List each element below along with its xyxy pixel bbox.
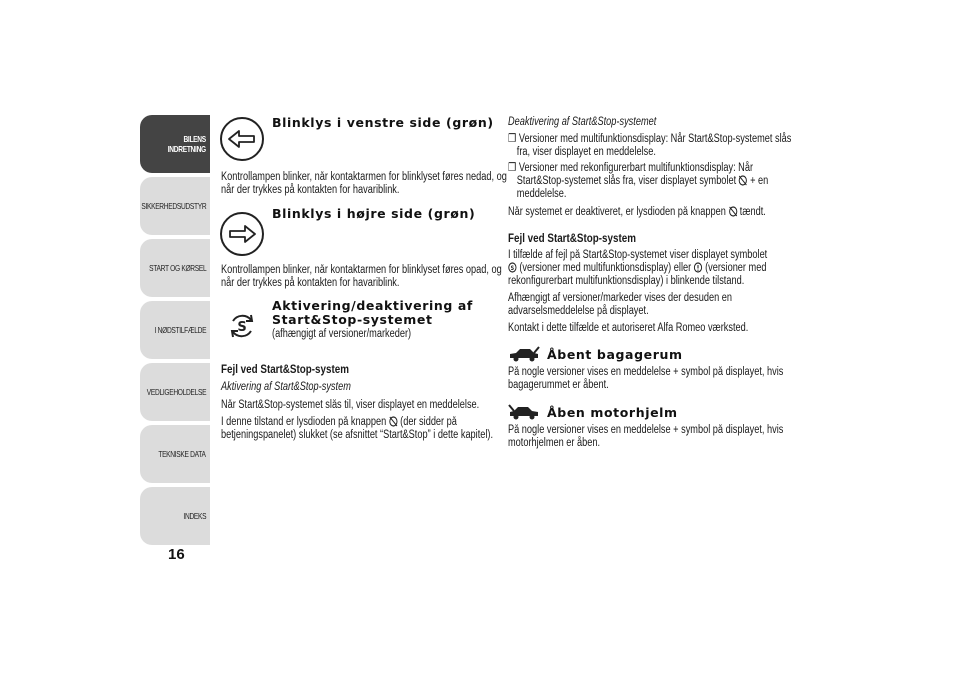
tab-indeks[interactable]	[140, 487, 210, 545]
tab-sikkerhedsudstyr[interactable]	[140, 177, 210, 235]
start-stop-letter: S	[237, 320, 247, 335]
heading-start-stop: Aktivering/deaktivering af Start&Stop-systemet	[272, 298, 473, 327]
svg-text:S: S	[510, 265, 515, 273]
tab-label: TEKNISKE DATA	[158, 449, 206, 459]
paragraph: Kontrollampen blinker, når kontaktarmen for blinklyset føres opad, og når der trykkes på kontakten for havariblink.	[221, 264, 502, 289]
turn-right-arrow-icon	[220, 212, 264, 256]
paragraph: I tilfælde af fejl på Start&Stop-systemet viser displayet symbolet S (versioner med multifunktionsdisplay) eller (versioner med rekonfigurerbart multifunktionsdisplay) i blinkende tilstand.	[508, 249, 768, 287]
car-trunk-open-icon	[508, 346, 540, 362]
tab-bilens-indretning[interactable]	[140, 115, 210, 173]
tab-label: START OG KØRSEL	[148, 263, 206, 273]
start-stop-off-icon	[728, 206, 737, 217]
heading-hood-open: Åben motorhjelm	[547, 405, 678, 420]
tab-tekniske-data[interactable]	[140, 425, 210, 483]
paragraph: Afhængigt af versioner/markeder vises der desuden en advarselsmeddelelse på displayet.	[508, 292, 732, 317]
tab-start-og-korsel[interactable]	[140, 239, 210, 297]
paragraph: Kontakt i dette tilfælde et autoriseret Alfa Romeo værksted.	[508, 322, 749, 334]
paragraph: I denne tilstand er lysdioden på knappen (der sidder på betjeningspanelet) slukket (se afsnittet “Start&Stop” i dette kapitel).	[221, 416, 494, 441]
tab-label: INDRETNING	[167, 144, 206, 154]
heading-left-indicator: Blinklys i venstre side (grøn)	[272, 115, 494, 130]
bullet-item: ❒ Versioner med rekonfigurerbart multifunktionsdisplay: Når Start&Stop-systemet slås fra, viser displayet symbolet + en meddelelse.	[508, 162, 769, 200]
subheading: Fejl ved Start&Stop-system	[221, 362, 349, 376]
heading-subtitle: (afhængigt af versioner/markeder)	[272, 328, 412, 340]
start-stop-off-icon	[389, 416, 398, 427]
paragraph: På nogle versioner vises en meddelelse + symbol på displayet, hvis bagagerummet er åbent.	[508, 366, 784, 391]
start-stop-off-icon	[739, 175, 748, 186]
heading-right-indicator: Blinklys i højre side (grøn)	[272, 206, 476, 221]
tab-label: SIKKERHEDSUDSTYR	[140, 201, 206, 211]
start-stop-fault-icon	[508, 262, 517, 273]
paragraph: Når systemet er deaktiveret, er lysdioden på knappen tændt.	[508, 206, 766, 218]
italic-subheading: Deaktivering af Start&Stop-systemet	[508, 116, 657, 128]
page-number: 16	[168, 546, 185, 563]
tab-vedligeholdelse[interactable]	[140, 363, 210, 421]
subheading: Fejl ved Start&Stop-system	[508, 231, 636, 245]
tab-label: INDEKS	[183, 511, 206, 521]
start-stop-icon	[228, 312, 256, 340]
paragraph: Kontrollampen blinker, når kontaktarmen for blinklyset føres nedad, og når der trykkes på kontakten for havariblink.	[221, 171, 507, 196]
tab-label: VEDLIGEHOLDELSE	[146, 387, 206, 397]
tab-label: I NØDSTILFÆLDE	[154, 325, 206, 335]
warning-info-icon	[694, 262, 703, 273]
turn-left-arrow-icon	[220, 117, 264, 161]
paragraph: Når Start&Stop-systemet slås til, viser displayet en meddelelse.	[221, 399, 480, 411]
italic-subheading: Aktivering af Start&Stop-system	[221, 381, 351, 393]
tab-i-nodstilfaelde[interactable]	[140, 301, 210, 359]
car-hood-open-icon	[508, 404, 540, 420]
paragraph: På nogle versioner vises en meddelelse + symbol på displayet, hvis motorhjelmen er åben.	[508, 424, 784, 449]
bullet-item: ❒ Versioner med multifunktionsdisplay: Når Start&Stop-systemet slås fra, viser displayet en meddelelse.	[508, 133, 792, 158]
tab-label: BILENS	[183, 134, 206, 144]
heading-trunk-open: Åbent bagagerum	[547, 347, 683, 362]
